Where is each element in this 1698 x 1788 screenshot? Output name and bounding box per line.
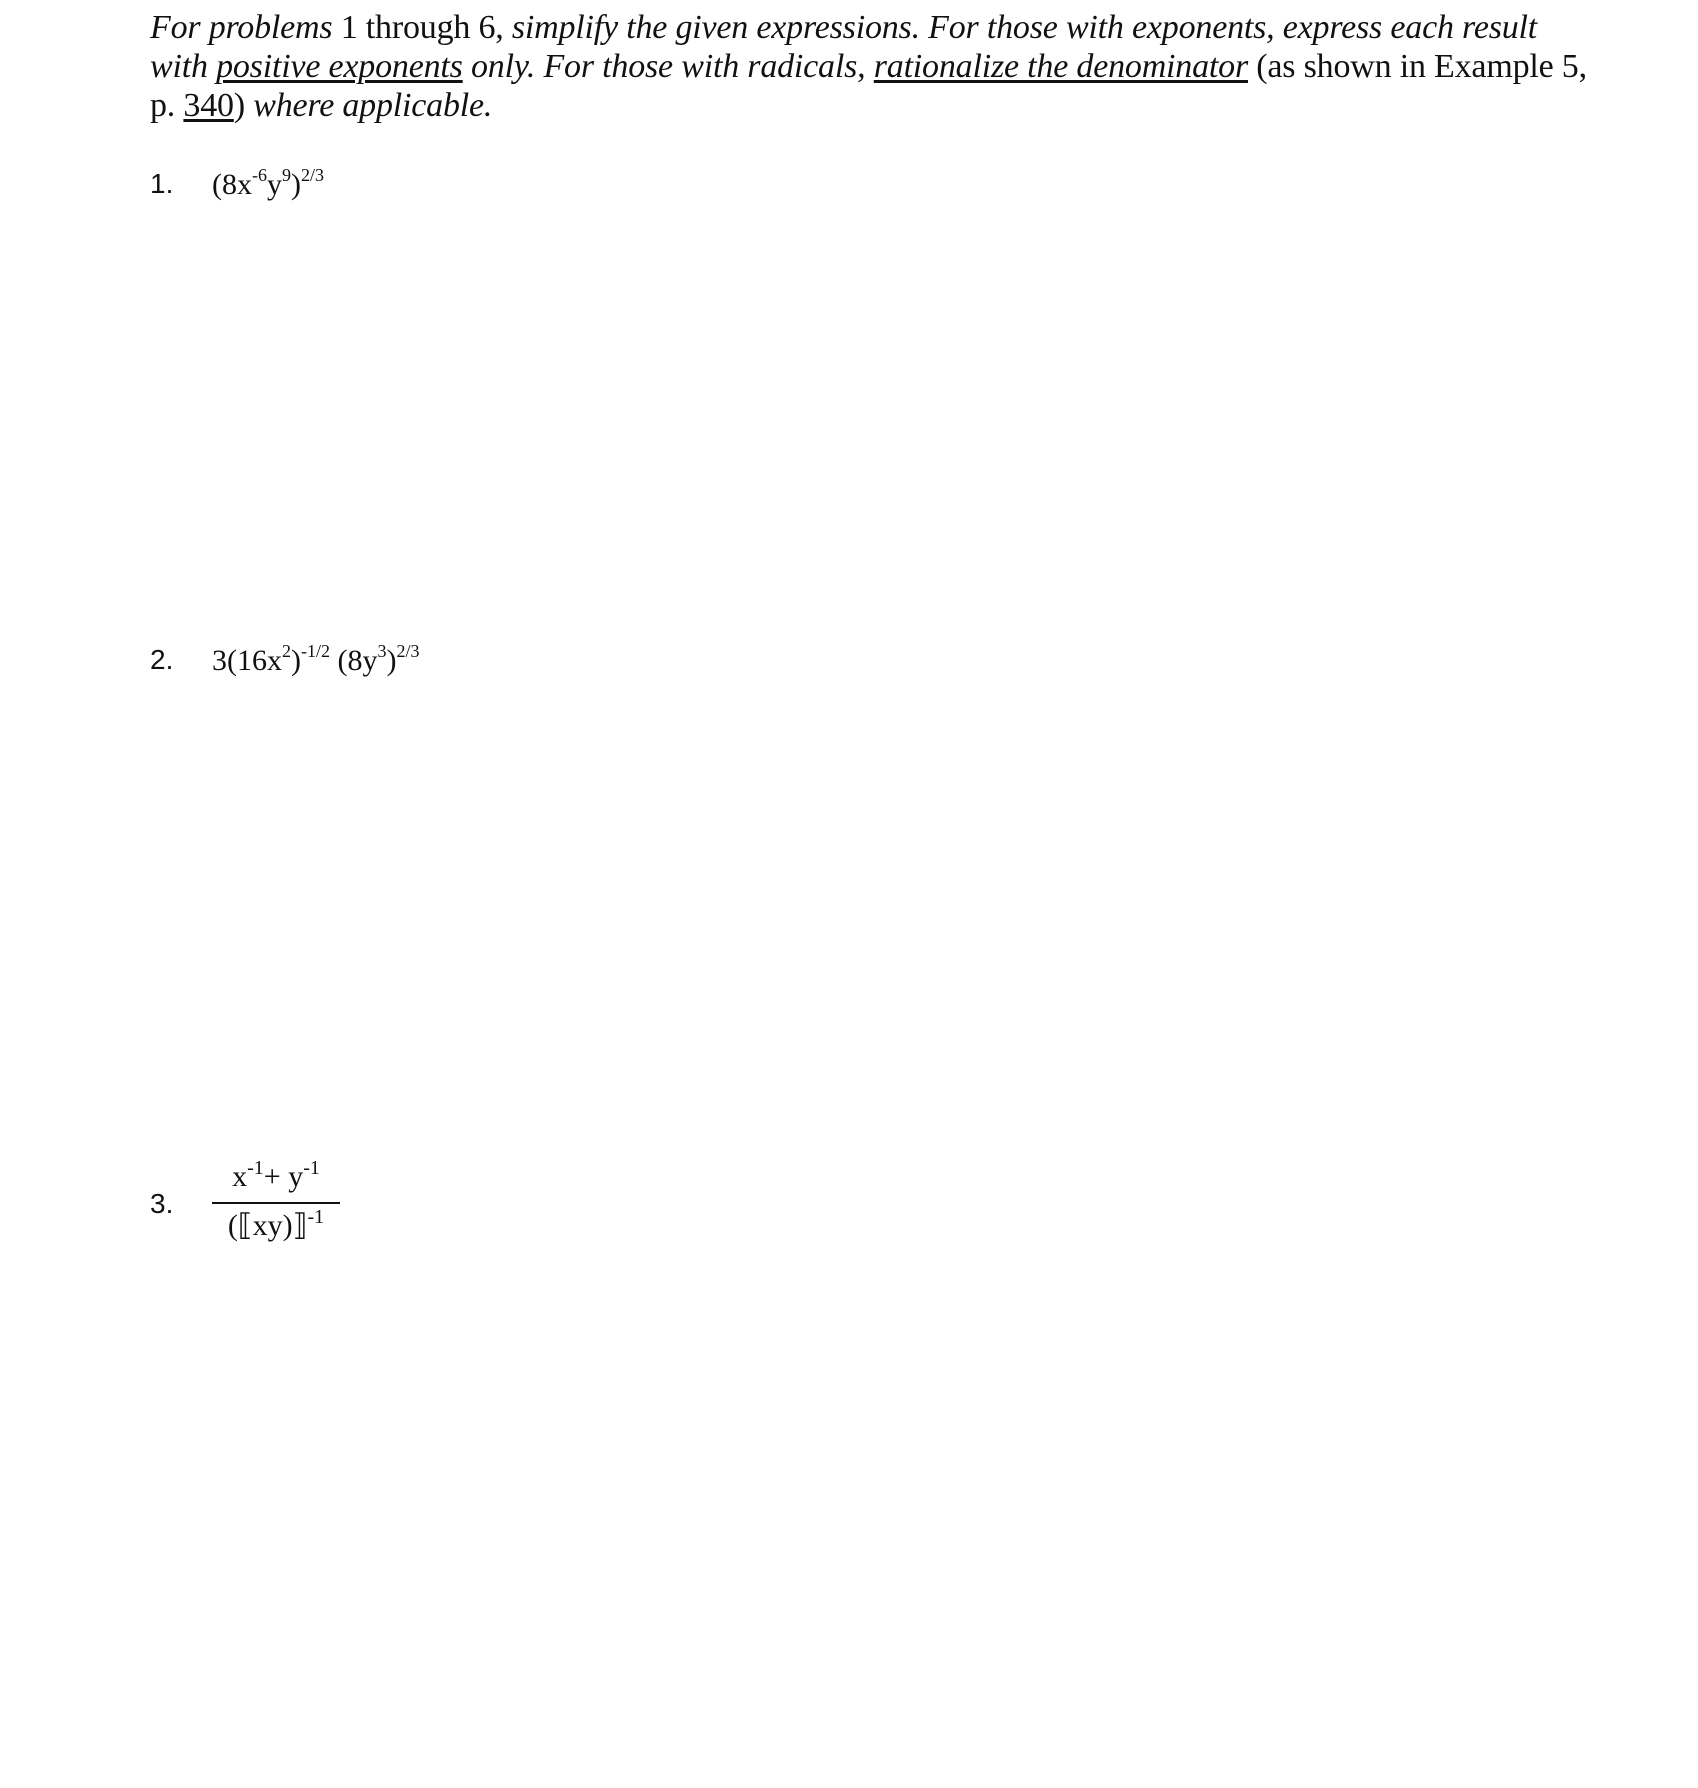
instructions-paragraph: [150, 8, 1590, 125]
exponent: 2/3: [301, 165, 325, 185]
instructions-text: 1 through 6,: [332, 9, 512, 46]
expr-part: ): [291, 644, 301, 677]
exponent: -1/2: [301, 641, 330, 661]
exponent: -1: [307, 1206, 325, 1228]
instructions-text: For problems: [150, 9, 333, 46]
page-reference-link: 340: [183, 87, 234, 124]
expr-part: y: [267, 168, 282, 201]
problem-number: 3.: [150, 1188, 174, 1219]
instructions-text: (as shown in Example 5, p.: [150, 48, 1587, 124]
exponent: 2: [282, 641, 291, 661]
exponent: 9: [282, 165, 291, 185]
expr-part: 3(16x: [212, 644, 282, 677]
exponent: -6: [252, 165, 267, 185]
exponent: -1: [247, 1157, 264, 1179]
problem-expression: [212, 641, 420, 678]
exponent: 2/3: [396, 641, 420, 661]
instructions-text: where applicable.: [253, 87, 493, 124]
fraction-numerator: [212, 1157, 340, 1194]
instructions-emphasis: positive exponents: [216, 48, 463, 85]
problem-number: 2.: [150, 644, 174, 675]
expr-part: ): [386, 644, 397, 677]
expr-part: (8x: [212, 168, 252, 201]
problem-number: 1.: [150, 168, 174, 199]
expr-part: ): [291, 168, 301, 201]
expr-part: (8y: [330, 644, 378, 677]
instructions-text: ): [233, 87, 254, 124]
expr-part: x: [232, 1160, 248, 1193]
fraction-bar: [212, 1202, 340, 1204]
instructions-text: only. For those with radicals,: [462, 48, 874, 85]
expr-part: + y: [263, 1160, 304, 1193]
expr-part: (⟦xy)⟧: [227, 1209, 308, 1242]
problem-expression: [212, 165, 325, 202]
instructions-emphasis: rationalize the denominator: [873, 48, 1248, 85]
exponent: 3: [377, 641, 387, 661]
fraction-denominator: [212, 1208, 340, 1243]
exponent: -1: [303, 1157, 320, 1179]
instructions-text: simplify the given expressions. For those with exponents, express each result with: [150, 9, 1538, 85]
